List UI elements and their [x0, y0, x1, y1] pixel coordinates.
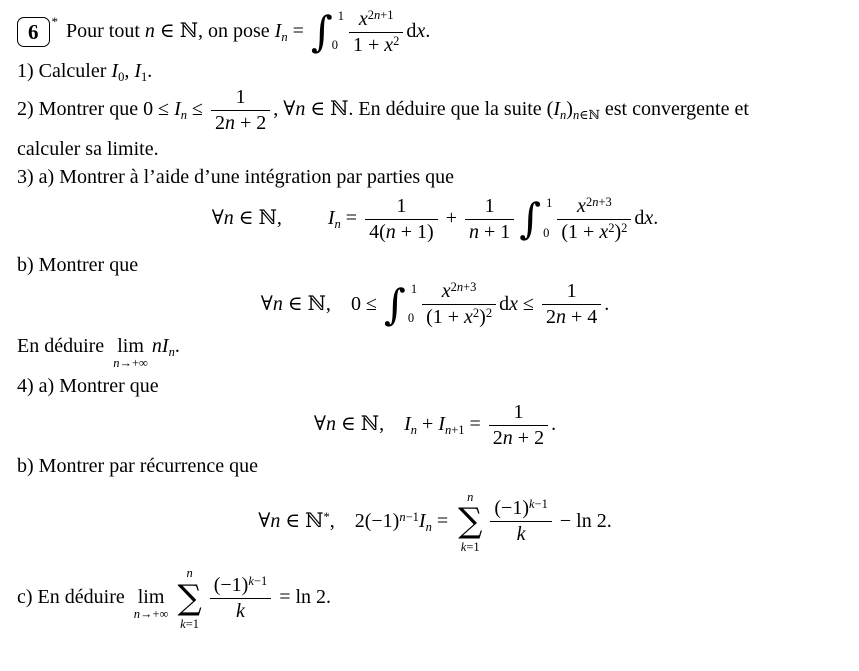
- var-x: x: [644, 207, 654, 230]
- txt: +: [440, 207, 462, 230]
- fraction-denominator: [349, 32, 403, 56]
- var-x: x: [384, 33, 394, 56]
- var-n: n: [572, 108, 580, 123]
- question-3a-label: [17, 165, 853, 190]
- var-x: x: [358, 7, 368, 30]
- question-2-line-1: [17, 87, 853, 134]
- txt: d: [406, 19, 417, 42]
- question-3b-label: [17, 253, 853, 278]
- txt: =: [464, 412, 486, 435]
- fraction-denominator: k: [210, 598, 271, 622]
- txt: d: [634, 207, 645, 230]
- txt: +3: [598, 194, 612, 209]
- subscript: [445, 423, 465, 437]
- fraction-numerator: 1: [513, 400, 524, 423]
- sum-lower-limit: [461, 541, 480, 554]
- superscript: 2: [485, 306, 493, 321]
- var-x: x: [577, 194, 586, 217]
- fraction-1-over-4n1: [365, 196, 438, 243]
- forall-symbol: ∀: [258, 509, 271, 532]
- sum-upper-limit: n: [467, 489, 474, 504]
- txt: =1: [466, 539, 480, 554]
- fraction-numerator: 1: [396, 194, 407, 217]
- fraction-x2n1-over-1px2: [349, 9, 403, 56]
- fraction-numerator: 1: [566, 280, 577, 303]
- limit-word: lim: [137, 586, 165, 609]
- sum-index-variable: k: [180, 616, 186, 631]
- fraction-numerator: [490, 498, 551, 521]
- superscript: [586, 195, 612, 209]
- sum-index-variable: k: [460, 539, 467, 554]
- txt: (1 +: [561, 220, 600, 243]
- var-n: n: [133, 607, 140, 622]
- txt: + 4: [565, 306, 598, 329]
- formula-4b: [17, 491, 853, 554]
- integral-sign: ∫: [519, 194, 542, 244]
- txt: .: [147, 60, 153, 83]
- txt: (−1): [213, 574, 249, 597]
- superscript: 2: [608, 220, 615, 235]
- txt: 2: [450, 280, 457, 295]
- var-I: I: [404, 412, 411, 435]
- txt: −1: [253, 574, 268, 589]
- txt: =1: [185, 616, 200, 631]
- superscript: [368, 8, 394, 22]
- question-1: [17, 59, 853, 84]
- var-I: I: [134, 60, 141, 83]
- integral-upper-limit: 1: [410, 281, 418, 296]
- fraction-1-over-n1: [465, 196, 514, 243]
- txt: .: [174, 334, 180, 357]
- fraction-denominator: [557, 219, 631, 243]
- txt: calculer sa limite.: [17, 138, 159, 161]
- exercise-number-box: 6: [17, 17, 50, 47]
- formula-4a: [17, 402, 853, 449]
- txt: 2: [545, 306, 556, 329]
- integral-limits: [406, 281, 417, 329]
- limit-subscript: [113, 357, 148, 371]
- var-I: I: [174, 98, 181, 121]
- txt: + 1): [395, 220, 434, 243]
- txt: →+∞: [119, 355, 148, 370]
- txt: Pour tout: [66, 19, 145, 42]
- superscript-star: *: [323, 509, 330, 524]
- txt: .: [604, 292, 610, 315]
- var-I: I: [418, 509, 426, 532]
- var-n: n: [385, 220, 396, 243]
- var-n: n: [456, 280, 464, 295]
- txt: ≤: [517, 292, 539, 315]
- txt: En déduire: [17, 334, 110, 357]
- sum-operator: [177, 567, 201, 630]
- integral-0-to-1: [384, 281, 417, 329]
- var-I: I: [438, 412, 445, 435]
- var-n: n: [444, 422, 452, 437]
- fraction-x2n3-over-1px2sq: [422, 281, 496, 328]
- txt: 2) Montrer que 0 ≤: [17, 98, 175, 121]
- txt: 1) Calculer: [17, 60, 112, 83]
- txt: ): [566, 98, 573, 121]
- integral-lower-limit: 0: [331, 37, 338, 52]
- txt: d: [499, 292, 510, 315]
- exercise-star: *: [51, 13, 58, 29]
- var-n: n: [295, 98, 306, 121]
- exercise-header: [17, 8, 853, 56]
- subscript: n: [180, 108, 187, 123]
- var-n: n: [113, 355, 120, 370]
- question-2-line-2: [17, 137, 853, 162]
- var-k: k: [248, 574, 254, 589]
- txt: 0 ≤: [350, 292, 382, 315]
- var-I: I: [553, 98, 561, 121]
- question-3b-deduce: [17, 334, 853, 371]
- txt: ∈ ℕ, on pose: [154, 19, 275, 42]
- var-x: x: [509, 292, 518, 315]
- subscript: 0: [118, 70, 125, 85]
- var-n: n: [270, 509, 281, 532]
- integral-lower-limit: 0: [407, 310, 415, 325]
- sum-upper-limit: n: [186, 566, 193, 581]
- var-n: n: [144, 19, 155, 42]
- fraction-denominator: [542, 304, 601, 328]
- txt: +1: [451, 422, 465, 437]
- superscript: 2: [472, 306, 480, 321]
- fraction-numerator: [210, 575, 271, 598]
- txt: =: [287, 19, 309, 42]
- txt: =: [274, 586, 296, 609]
- txt: ): [614, 220, 622, 243]
- txt: 2(−1): [354, 509, 400, 532]
- superscript: 2: [621, 220, 628, 235]
- integral-sign: ∫: [383, 279, 406, 329]
- fraction-numerator: [422, 281, 496, 304]
- txt: +1: [380, 7, 394, 22]
- sequence-subscript: [573, 108, 600, 122]
- forall-symbol: ∀: [260, 292, 273, 315]
- var-x: x: [441, 280, 451, 303]
- forall-symbol: ∀: [313, 412, 326, 435]
- var-n: n: [502, 426, 513, 449]
- subscript: n: [334, 217, 341, 232]
- fraction-neg1k-over-k: [210, 575, 271, 622]
- sum-sign: ∑: [458, 501, 483, 542]
- integral-0-to-1: [519, 195, 552, 243]
- var-I: I: [161, 334, 169, 357]
- superscript: [451, 280, 477, 294]
- integral-upper-limit: 1: [337, 9, 344, 23]
- var-n: n: [224, 112, 235, 135]
- txt: b) Montrer par récurrence que: [17, 454, 258, 477]
- formula-3a: [17, 195, 853, 243]
- var-n: n: [555, 306, 566, 329]
- forall-symbol: ∀: [283, 98, 296, 121]
- superscript: [529, 497, 548, 511]
- txt: =: [431, 509, 454, 532]
- fraction-1-over-2n2: [211, 87, 270, 134]
- subscript: n: [410, 422, 417, 437]
- subscript: n: [168, 344, 175, 359]
- txt: + 2: [512, 426, 545, 449]
- txt: ln 2.: [295, 586, 332, 609]
- var-n: n: [325, 412, 336, 435]
- txt: + 2: [234, 112, 267, 135]
- fraction-numerator: 1: [484, 194, 495, 217]
- txt: ∈ ℕ,: [233, 207, 282, 230]
- limit-operator: [134, 586, 169, 622]
- fraction-neg1k-over-k: [490, 498, 551, 545]
- forall-symbol: ∀: [211, 207, 224, 230]
- txt: ): [479, 306, 486, 329]
- txt: 4) a) Montrer que: [17, 374, 159, 397]
- txt: =: [340, 207, 363, 230]
- question-4c: [17, 567, 853, 630]
- fraction-1-over-2n2: [489, 402, 548, 449]
- var-n: n: [468, 220, 479, 243]
- fraction-denominator: [489, 425, 548, 449]
- var-I: I: [111, 60, 119, 83]
- txt: −: [554, 509, 577, 532]
- txt: ∈ ℕ,: [282, 292, 331, 315]
- question-4b-label: [17, 454, 853, 479]
- txt: ≤: [186, 98, 208, 121]
- txt: .: [653, 207, 659, 230]
- txt: −1: [534, 497, 548, 512]
- txt: .: [425, 19, 431, 42]
- fraction-denominator: [465, 219, 514, 243]
- txt: ∈ ℕ: [280, 509, 324, 532]
- formula-3b: [17, 281, 853, 329]
- subscript: n: [281, 29, 288, 44]
- var-n: n: [151, 334, 162, 357]
- fraction-x2n3-over-1px2sq: [557, 196, 631, 243]
- txt: ,: [273, 98, 284, 121]
- txt: 1 +: [353, 33, 385, 56]
- fraction-denominator: [365, 219, 438, 243]
- txt: ∈ ℕ. En déduire que la suite (: [305, 98, 554, 121]
- txt: ,: [124, 60, 135, 83]
- txt: est convergente et: [599, 98, 749, 121]
- var-n: n: [399, 509, 406, 524]
- fraction-denominator: [422, 304, 496, 328]
- sum-lower-limit: [180, 618, 199, 631]
- sum-operator: [458, 491, 482, 554]
- fraction-numerator: [349, 9, 403, 32]
- txt: +3: [463, 280, 477, 295]
- integral-limits: [333, 8, 344, 56]
- txt: +: [417, 412, 439, 435]
- limit-operator: [113, 335, 148, 371]
- subscript: n: [560, 108, 567, 123]
- txt: −1: [405, 509, 419, 524]
- limit-subscript: [134, 608, 169, 622]
- fraction-denominator: k: [490, 521, 551, 545]
- txt: .: [551, 412, 557, 435]
- fraction-denominator: [211, 110, 270, 134]
- txt: ∈ℕ: [579, 108, 600, 123]
- var-n: n: [272, 292, 283, 315]
- txt: →+∞: [139, 607, 169, 622]
- var-n: n: [592, 194, 599, 209]
- fraction-numerator: 1: [235, 86, 246, 109]
- var-n: n: [223, 207, 234, 230]
- var-x: x: [416, 19, 426, 42]
- var-I: I: [327, 207, 335, 230]
- integral-limits: [541, 195, 552, 243]
- var-n: n: [374, 7, 381, 22]
- var-I: I: [274, 19, 282, 42]
- var-k: k: [528, 497, 535, 512]
- fraction-1-over-2n4: [542, 281, 601, 328]
- txt: 3) a) Montrer à l’aide d’une intégration par parties que: [17, 166, 455, 189]
- subscript: n: [425, 519, 432, 534]
- txt: 2: [585, 194, 593, 209]
- txt: 4(: [369, 220, 386, 243]
- txt: ∈ ℕ,: [335, 412, 385, 435]
- superscript: 2: [393, 33, 400, 48]
- integral-lower-limit: 0: [543, 225, 550, 240]
- integral-0-to-1: [311, 8, 344, 56]
- txt: 2: [492, 426, 503, 449]
- txt: b) Montrer que: [17, 253, 139, 276]
- superscript: [399, 510, 419, 524]
- txt: (1 +: [426, 306, 465, 329]
- fraction-numerator: [557, 196, 631, 219]
- txt: 2: [214, 112, 225, 135]
- txt: ln 2.: [576, 509, 612, 532]
- integral-sign: ∫: [310, 7, 333, 56]
- txt: c) En déduire: [17, 586, 130, 609]
- subscript: 1: [141, 70, 148, 85]
- txt: + 1: [478, 220, 511, 243]
- var-x: x: [599, 220, 609, 243]
- txt: 2: [367, 7, 374, 22]
- question-4a-label: [17, 374, 853, 399]
- limit-word: lim: [117, 334, 144, 357]
- integral-upper-limit: 1: [546, 196, 553, 211]
- superscript: [248, 574, 267, 588]
- sum-sign: ∑: [177, 577, 202, 618]
- var-x: x: [464, 306, 473, 329]
- txt: (−1): [494, 497, 529, 520]
- txt: ,: [329, 509, 335, 532]
